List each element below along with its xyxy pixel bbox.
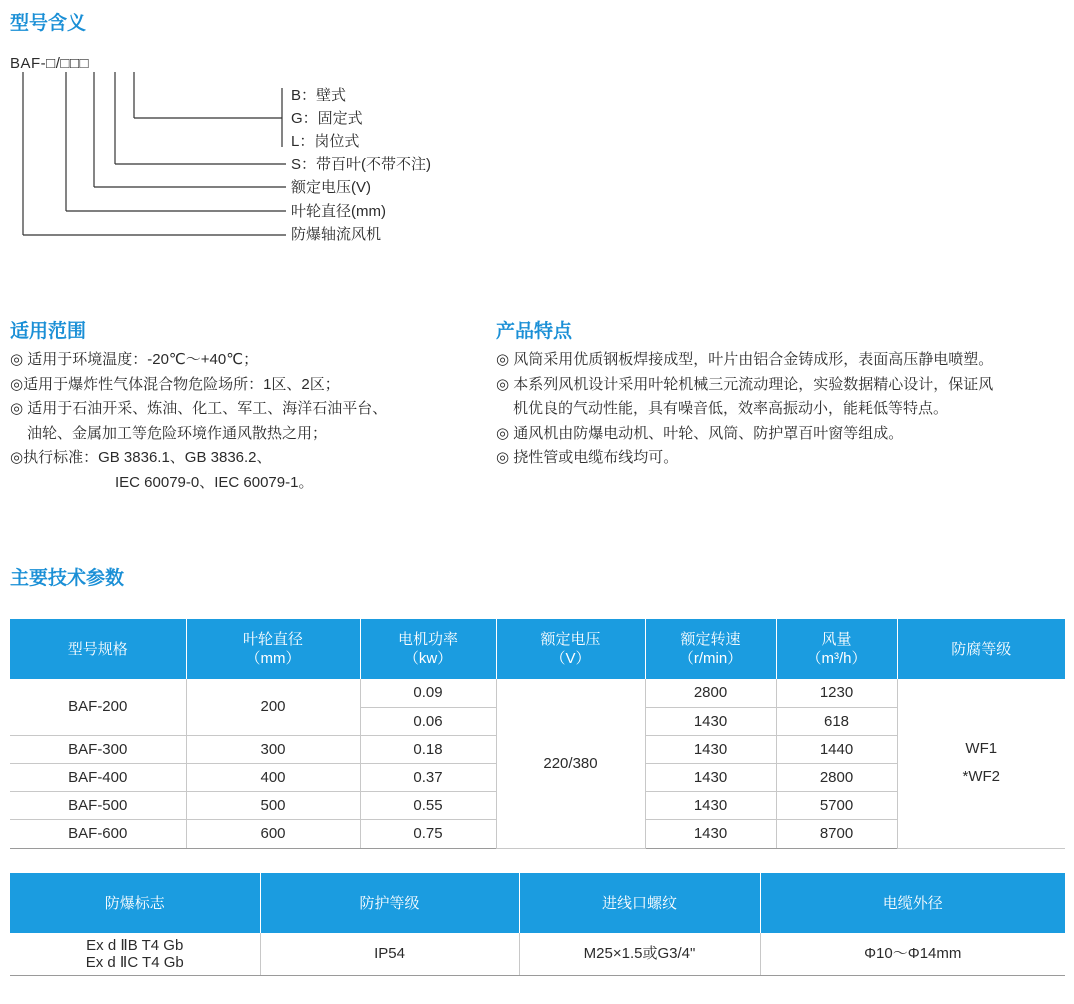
cell-flow: 5700 (776, 791, 897, 819)
model-label-diameter: 叶轮直径(mm) (291, 203, 386, 220)
table-row (10, 933, 1065, 975)
feature-item: ◎ 本系列风机设计采用叶轮机械三元流动理论，实验数据精心设计，保证风 (496, 375, 994, 393)
header-speed: 额定转速 （r/min） (645, 619, 776, 679)
cell-model: BAF-300 (10, 735, 186, 763)
cell-diameter: 600 (186, 819, 360, 848)
model-label-voltage: 额定电压(V) (291, 179, 371, 196)
model-label-post: L：岗位式 (291, 133, 360, 150)
scope-item: ◎适用于爆炸性气体混合物危险场所：1区、2区； (10, 375, 340, 393)
grade-primary: WF1 (965, 740, 998, 758)
section-title-features: 产品特点 (496, 320, 573, 342)
cell-speed: 1430 (645, 791, 776, 819)
cell-flow: 618 (776, 707, 897, 735)
cell-cable: Φ10～Φ14mm (760, 933, 1065, 975)
protection-table (10, 873, 1065, 976)
header-flow: 风量 （m³/h） (776, 619, 897, 679)
header-model: 型号规格 (10, 619, 186, 679)
model-label-fan-type: 防爆轴流风机 (291, 226, 382, 243)
section-title-model: 型号含义 (10, 12, 87, 34)
model-code: BAF-□/□□□ (10, 55, 90, 72)
cell-model: BAF-400 (10, 763, 186, 791)
feature-item: ◎ 通风机由防爆电动机、叶轮、风筒、防护罩百叶窗等组成。 (496, 424, 904, 442)
feature-item: ◎ 风筒采用优质钢板焊接成型，叶片由铝合金铸成形，表面高压静电喷塑。 (496, 351, 994, 368)
cell-diameter: 300 (186, 735, 360, 763)
cell-power: 0.09 (360, 679, 496, 707)
cell-diameter: 500 (186, 791, 360, 819)
scope-list (10, 348, 387, 496)
features-list (496, 348, 993, 471)
grade-alt: *WF2 (962, 768, 1000, 786)
cell-model: BAF-600 (10, 819, 186, 848)
cell-voltage: 220/380 (496, 679, 645, 848)
protection-header-row (10, 873, 1065, 933)
cell-diameter: 400 (186, 763, 360, 791)
cell-grade (897, 679, 1065, 848)
scope-item: 油轮、金属加工等危险环境作通风散热之用； (27, 424, 328, 442)
cell-power: 0.06 (360, 707, 496, 735)
ex-mark-iic: Ex d ⅡC T4 Gb (85, 953, 184, 971)
cell-power: 0.18 (360, 735, 496, 763)
section-title-scope: 适用范围 (10, 320, 87, 342)
cell-power: 0.55 (360, 791, 496, 819)
scope-item: IEC 60079-0、IEC 60079-1。 (115, 473, 314, 491)
header-power: 电机功率 （kw） (360, 619, 496, 679)
header-grade: 防腐等级 (897, 619, 1065, 679)
table-row (10, 679, 1065, 707)
scope-item: ◎执行标准：GB 3836.1、GB 3836.2、 (10, 449, 272, 467)
cell-power: 0.75 (360, 819, 496, 848)
cell-speed: 1430 (645, 763, 776, 791)
scope-item: ◎ 适用于石油开采、炼油、化工、军工、海洋石油平台、 (10, 400, 388, 418)
cell-power: 0.37 (360, 763, 496, 791)
header-thread: 进线口螺纹 (519, 873, 760, 933)
header-protection: 防护等级 (260, 873, 519, 933)
model-label-wall: B：壁式 (291, 87, 347, 104)
scope-item: ◎ 适用于环境温度：-20℃～+40℃； (10, 351, 259, 368)
cell-protection: IP54 (260, 933, 519, 975)
section-title-params: 主要技术参数 (10, 567, 125, 589)
model-label-fixed: G：固定式 (291, 110, 363, 127)
cell-speed: 2800 (645, 679, 776, 707)
cell-ex-mark (10, 933, 260, 975)
cell-speed: 1430 (645, 735, 776, 763)
cell-flow: 8700 (776, 819, 897, 848)
cell-speed: 1430 (645, 707, 776, 735)
cell-thread: M25×1.5或G3/4" (519, 933, 760, 975)
cell-diameter: 200 (186, 679, 360, 735)
header-diameter: 叶轮直径 （mm） (186, 619, 360, 679)
feature-item: ◎ 挠性管或电缆布线均可。 (496, 449, 679, 467)
ex-mark-iib: Ex d ⅡB T4 Gb (86, 936, 184, 954)
cell-flow: 1230 (776, 679, 897, 707)
cell-model: BAF-200 (10, 679, 186, 735)
header-ex-mark: 防爆标志 (10, 873, 260, 933)
header-cable: 电缆外径 (760, 873, 1065, 933)
feature-item: 机优良的气动性能，具有噪音低，效率高振动小，能耗低等特点。 (513, 400, 949, 418)
cell-speed: 1430 (645, 819, 776, 848)
cell-flow: 1440 (776, 735, 897, 763)
cell-model: BAF-500 (10, 791, 186, 819)
header-voltage: 额定电压 （V） (496, 619, 645, 679)
model-diagram-lines (0, 0, 300, 245)
params-table (10, 619, 1065, 849)
params-header-row (10, 619, 1065, 679)
cell-flow: 2800 (776, 763, 897, 791)
model-label-louver: S：带百叶(不带不注) (291, 156, 431, 173)
